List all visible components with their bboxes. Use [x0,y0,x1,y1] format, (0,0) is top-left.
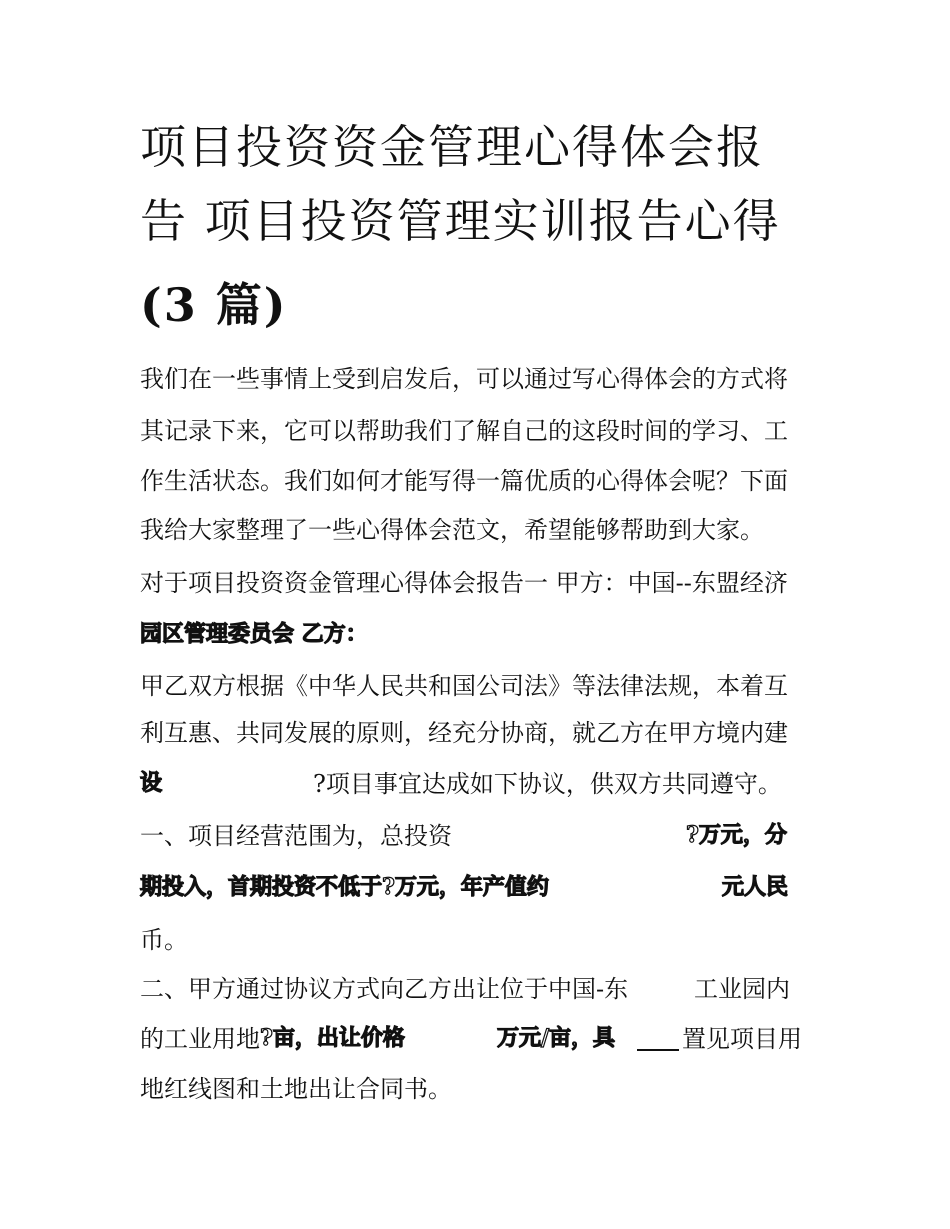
clause2-line-3: 地红线图和土地出让合同书。 [140,1075,452,1103]
clause1-line-1-text: 一、项目经营范围为，总投资 [140,822,452,850]
preamble-line-1: 甲乙双方根据《中华人民共和国公司法》等法律法规，本着互 [140,672,788,700]
clause2-line-2-text-b: 置见项目用 [682,1025,802,1053]
clause2-line-1 [140,977,820,1005]
intro-line-4: 我给大家整理了一些心得体会范文，希望能够帮助到大家。 [140,516,764,544]
section-heading: 对于项目投资资金管理心得体会报告一 甲方：中国--东盟经济 [140,569,788,597]
intro-line-1: 我们在一些事情上受到启发后，可以通过写心得体会的方式将 [140,365,788,393]
document-title-line-2: 告 项目投资管理实训报告心得 [140,194,781,248]
clause1-line-2-outlined-b: 元人民 [722,874,789,900]
clause2-line-2-outlined-b: 万元/亩，具 [497,1025,616,1051]
clause2-line-2-outlined-a: ?亩，出让价格 [260,1025,405,1051]
intro-line-3: 作生活状态。我们如何才能写得一篇优质的心得体会呢？下面 [140,467,788,495]
document-title-line-1: 项目投资资金管理心得体会报 [140,120,764,174]
clause2-line-2 [140,1027,820,1055]
intro-line-2: 其记录下来，它可以帮助我们了解自己的这段时间的学习、工 [140,417,788,445]
clause2-line-2-text-a: 的工业用地 [140,1025,260,1053]
clause2-line-2-blank [636,1027,680,1051]
clause1-line-1-outlined: ?万元，分 [686,822,787,848]
document-title-line-3: (3 篇) [140,278,288,332]
agreement-line-outlined: 设 [140,770,163,796]
agreement-line-text: ?项目事宜达成如下协议，供双方共同遵守。 [313,770,782,798]
clause1-line-3: 币。 [140,926,188,954]
clause1-line-1 [140,824,820,852]
clause2-line-1-text-b: 工业园内 [694,975,790,1003]
agreement-line [140,772,820,800]
clause1-line-2-outlined-a: 期投入，首期投资不低于?万元，年产值约 [140,874,549,900]
party-line: 园区管理委员会 乙方： [140,621,368,647]
preamble-line-2: 利互惠、共同发展的原则，经充分协商，就乙方在甲方境内建 [140,719,788,747]
clause1-line-2 [140,876,820,904]
clause2-line-1-text: 二、甲方通过协议方式向乙方出让位于中国-东 [140,975,629,1003]
